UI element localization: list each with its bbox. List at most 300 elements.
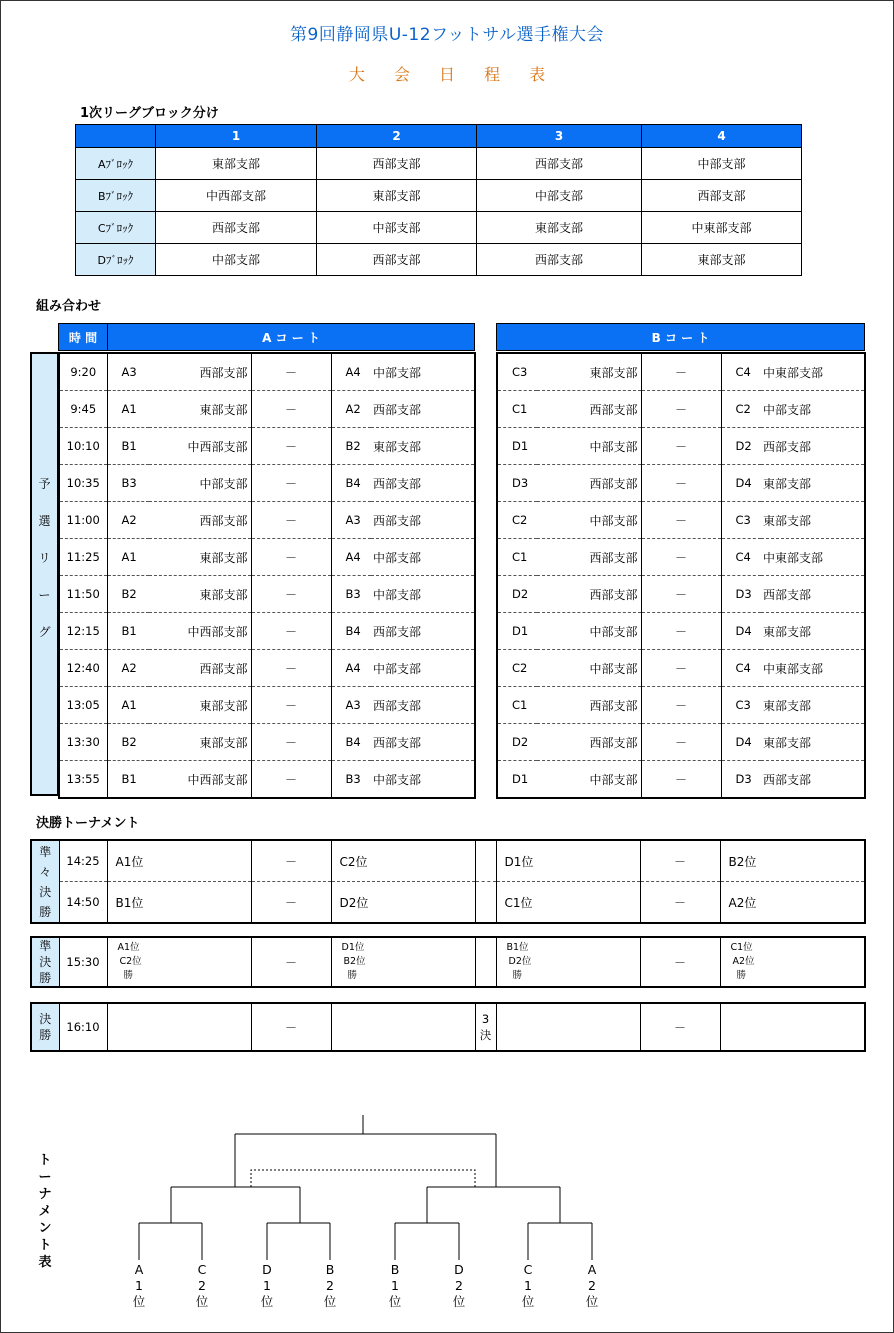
team-name: 中東部支部 [761,353,865,391]
seed-char: 2 [198,1278,206,1293]
match-row [59,502,475,539]
label-char: 決 [479,1028,492,1042]
team-code: C2 [497,502,537,539]
sf-line: A2位 [732,956,755,967]
sf-team [720,937,865,987]
team-code: A4 [331,650,371,687]
match-row [59,391,475,428]
label-char: 勝 [39,971,52,985]
team-code: A1 [107,391,149,428]
vs-dash: － [641,539,721,576]
team-name: 中部支部 [371,576,475,613]
sf-line: A1位 [117,942,140,953]
team-name: 西部支部 [537,539,641,576]
block-cell: 西部支部 [317,244,477,276]
tournament-label-char: ナ [38,1187,52,1202]
team-name: 西部支部 [761,428,865,465]
match-row [59,724,475,761]
team-name: 中東部支部 [761,650,865,687]
bracket-seed [449,1262,469,1310]
team-name: 中部支部 [371,353,475,391]
court-a-table [58,352,476,799]
team-code: C1 [497,687,537,724]
match-time: 9:45 [59,391,107,428]
page-title: 第9回静岡県U-12フットサル選手権大会 [290,25,604,45]
match-heading: 組み合わせ [36,299,102,314]
vs-dash: － [251,465,331,502]
qf-dash: － [640,840,720,882]
third-team [720,1003,865,1051]
team-name: 西部支部 [149,650,251,687]
team-name: 中部支部 [371,650,475,687]
match-row [497,687,865,724]
match-row [59,650,475,687]
match-row [59,353,475,391]
team-code: B3 [345,772,361,786]
tournament-label-char: ン [38,1221,52,1236]
final-time: 16:10 [59,1003,107,1051]
team-name: 中西部支部 [149,428,251,465]
sf-line: 勝 [736,970,747,981]
seed-char: 位 [388,1294,402,1309]
seed-char: 1 [263,1278,271,1293]
match-row [497,539,865,576]
team-name: 西部支部 [761,576,865,613]
sf-line: B2位 [343,956,366,967]
team-name: 西部支部 [537,465,641,502]
block-label: Bﾌﾞﾛｯｸ [76,180,156,212]
tournament-label-char: ー [38,1170,52,1185]
label-char: 準 [39,939,52,953]
vs-dash: － [251,761,331,799]
team-code: A1 [107,539,149,576]
bracket-seed [582,1262,602,1310]
block-label: Dﾌﾞﾛｯｸ [76,244,156,276]
tournament-label-char: ト [38,1238,52,1253]
match-row [497,576,865,613]
seed-char: A [587,1262,597,1277]
qf-dash: － [251,840,331,882]
sf-line: B1位 [506,942,529,953]
seed-char: D [454,1262,464,1277]
vs-dash: － [251,724,331,761]
block-row [76,244,802,276]
team-code: A3 [331,687,371,724]
match-row [497,650,865,687]
bracket-seed [192,1262,212,1310]
team-name: 中部支部 [149,465,251,502]
team-code: B4 [331,465,371,502]
team-code: B1 [107,613,149,650]
tournament-label-char: メ [38,1204,52,1219]
sf-dash: － [640,937,720,987]
block-cell: 東部支部 [156,148,317,180]
seed-char: C [523,1262,533,1277]
tournament-label-char: ト [38,1153,52,1168]
qf-team: B2位 [720,840,865,882]
team-name: 東部支部 [537,353,641,391]
team-name: 中部支部 [537,613,641,650]
block-cell: 東部支部 [477,212,642,244]
team-name: 東部支部 [371,428,475,465]
team-name: 東部支部 [761,502,865,539]
team-name: 西部支部 [763,772,812,787]
tournament-label-char: 表 [38,1255,52,1270]
sf-time: 15:30 [59,937,107,987]
match-time: 12:15 [59,613,107,650]
block-cell: 東部支部 [642,244,802,276]
qf-team: A1位 [107,840,251,882]
team-name: 西部支部 [371,687,475,724]
block-cell: 中部支部 [477,180,642,212]
team-name: 西部支部 [537,576,641,613]
team-code: D4 [721,613,761,650]
seed-char: 1 [524,1278,532,1293]
semi-final-table [30,936,866,988]
team-code: C1 [497,539,537,576]
team-code: B3 [107,465,149,502]
team-code: B2 [107,724,149,761]
match-time: 13:30 [59,724,107,761]
final-dash: － [251,1003,331,1051]
match-row [59,576,475,613]
seed-char: 1 [391,1278,399,1293]
team-code: C1 [497,391,537,428]
sf-line: 勝 [347,970,358,981]
team-code: C4 [721,353,761,391]
qf-dash: － [251,882,331,924]
quarter-final-table [30,839,866,924]
match-time: 10:35 [59,465,107,502]
block-heading: 1次リーグブロック分け [80,106,219,121]
court-a-header: A コ ー ト [108,324,475,351]
third-place-label [475,1003,496,1051]
team-code: A3 [331,502,371,539]
team-code: A4 [331,353,371,391]
semi-final-label [31,937,59,987]
third-team [496,1003,640,1051]
vs-dash: － [251,687,331,724]
bracket-seed [320,1262,340,1310]
sf-line: D1位 [341,942,365,953]
seed-char: 位 [195,1294,209,1309]
team-code: C4 [721,539,761,576]
court-b-header: B コ ー ト [497,324,865,351]
match-row [497,465,865,502]
qf-team: C2位 [331,840,475,882]
team-name: 東部支部 [761,465,865,502]
team-code: B2 [331,428,371,465]
match-row [497,502,865,539]
seed-char: A [134,1262,144,1277]
team-code: C2 [497,650,537,687]
time-header: 時 間 [59,324,108,351]
vs-dash: － [251,428,331,465]
match-row [59,761,475,799]
block-cell: 西部支部 [642,180,802,212]
team-name: 中部支部 [537,650,641,687]
team-code: A2 [331,391,371,428]
team-name: 西部支部 [371,465,475,502]
label-char: 決 [39,884,52,899]
team-code: B2 [107,576,149,613]
vs-dash: － [641,502,721,539]
sf-team [107,937,251,987]
team-code: C3 [721,687,761,724]
court-gap [475,324,497,351]
bracket-seed [257,1262,277,1310]
block-cell: 西部支部 [156,212,317,244]
team-name: 東部支部 [761,724,865,761]
team-name: 西部支部 [371,613,475,650]
team-name: 西部支部 [371,391,475,428]
match-row [497,391,865,428]
block-header-corner [76,125,156,148]
vs-dash: － [251,650,331,687]
match-row [59,613,475,650]
qf-team: B1位 [107,882,251,924]
team-code: A2 [107,502,149,539]
vs-dash: － [641,613,721,650]
team-code: A2 [107,650,149,687]
vs-dash: － [641,353,721,391]
team-name: 中部支部 [761,391,865,428]
team-code: B4 [331,724,371,761]
team-code: C3 [721,502,761,539]
vs-dash: － [251,502,331,539]
label-char: 勝 [39,904,52,919]
block-cell: 中部支部 [642,148,802,180]
label-char: 3 [481,1012,490,1026]
final-team [107,1003,251,1051]
team-name: 東部支部 [149,724,251,761]
team-code: A4 [331,539,371,576]
team-name: 西部支部 [537,391,641,428]
vs-dash: － [251,576,331,613]
team-name: 中東部支部 [761,539,865,576]
block-cell: 中部支部 [156,244,317,276]
team-name: 西部支部 [149,502,251,539]
vs-dash: － [641,650,721,687]
seed-char: B [390,1262,400,1277]
vs-dash: － [641,687,721,724]
seed-char: 2 [455,1278,463,1293]
team-code: D4 [721,724,761,761]
team-name: 東部支部 [149,391,251,428]
sf-line: C2位 [119,956,142,967]
final-heading: 決勝トーナメント [36,816,140,831]
court-b-table [496,352,866,799]
team-name: 東部支部 [149,687,251,724]
team-code: A1 [107,687,149,724]
seed-char: 2 [326,1278,334,1293]
label-char: 準 [39,844,52,859]
vs-dash: － [251,391,331,428]
team-name: 中部支部 [371,539,475,576]
block-table [75,124,802,276]
block-label: Cﾌﾞﾛｯｸ [76,212,156,244]
qf-team: D2位 [331,882,475,924]
bracket-seed [518,1262,538,1310]
match-row [497,761,865,799]
match-time: 10:10 [59,428,107,465]
seed-char: C [197,1262,207,1277]
team-name: 中部支部 [537,761,641,799]
seed-char: B [325,1262,335,1277]
seed-char: 位 [323,1294,337,1309]
qf-time: 14:25 [59,840,107,882]
team-code: D1 [497,428,537,465]
match-time: 11:00 [59,502,107,539]
sf-line: 勝 [512,970,523,981]
bracket-seed [129,1262,149,1310]
final-table [30,1002,866,1052]
team-name: 中部支部 [537,502,641,539]
qualifying-label-char: グ [38,625,51,639]
bracket-lines [0,1110,894,1270]
block-row [76,212,802,244]
team-code: B4 [331,613,371,650]
match-time: 11:50 [59,576,107,613]
vs-dash: － [251,353,331,391]
vs-dash: － [641,576,721,613]
team-name: 西部支部 [149,353,251,391]
sf-line: D2位 [508,956,532,967]
team-code: D2 [497,724,537,761]
match-row [497,428,865,465]
vs-dash: － [251,539,331,576]
team-code: D2 [497,576,537,613]
qualifying-label-char: 予 [38,477,51,491]
team-name: 東部支部 [761,613,865,650]
team-name: 中部支部 [537,428,641,465]
qualifying-league-label [30,352,58,796]
qualifying-label-char: 選 [38,514,51,528]
block-cell: 東部支部 [317,180,477,212]
qualifying-label-char: ー [38,588,51,602]
match-time: 12:40 [59,650,107,687]
team-code: D3 [735,772,752,786]
match-time: 11:25 [59,539,107,576]
team-code: C3 [497,353,537,391]
match-time: 13:55 [59,761,107,799]
seed-char: 位 [132,1294,146,1309]
block-cell: 中西部支部 [156,180,317,212]
team-name: 東部支部 [149,539,251,576]
match-row [497,613,865,650]
label-char: 勝 [39,1028,52,1042]
seed-char: 位 [260,1294,274,1309]
qf-team: A2位 [728,895,757,910]
block-cell: 西部支部 [477,244,642,276]
third-dash: － [640,1003,720,1051]
team-code: D4 [721,465,761,502]
court-header-row [58,323,865,351]
final-team [331,1003,475,1051]
label-char: 決 [39,955,52,969]
seed-char: 1 [135,1278,143,1293]
match-time: 9:20 [59,353,107,391]
seed-char: 位 [452,1294,466,1309]
match-row [59,687,475,724]
team-code: B1 [107,428,149,465]
vs-dash: － [641,724,721,761]
quarter-final-label [31,840,59,923]
page-subtitle: 大 会 日 程 表 [348,65,546,84]
block-col-header: 1 [156,125,317,148]
team-name: 中部支部 [373,772,422,787]
qf-team: D1位 [496,840,640,882]
vs-dash: － [641,391,721,428]
seed-char: D [262,1262,272,1277]
match-time: 13:05 [59,687,107,724]
block-cell: 西部支部 [477,148,642,180]
qf-gap [475,882,496,924]
block-row [76,148,802,180]
team-code: D3 [721,576,761,613]
team-code: B1 [121,772,137,786]
team-code: D1 [497,613,537,650]
sf-line: C1位 [730,942,753,953]
label-char: 々 [39,864,52,879]
qualifying-label-char: リ [38,551,51,565]
team-code: C2 [721,391,761,428]
vs-dash: － [641,465,721,502]
match-row [59,428,475,465]
match-row [59,465,475,502]
block-cell: 西部支部 [317,148,477,180]
team-name: 西部支部 [371,724,475,761]
team-name: 中西部支部 [149,761,251,799]
block-row [76,180,802,212]
vs-dash: － [641,761,721,799]
block-cell: 中部支部 [317,212,477,244]
team-code: D2 [721,428,761,465]
seed-char: 2 [588,1278,596,1293]
match-row [497,353,865,391]
bracket-seed [385,1262,405,1310]
qf-team: C1位 [496,882,640,924]
match-row [497,724,865,761]
final-label [31,1003,59,1051]
sf-gap [475,937,496,987]
vs-dash: － [641,428,721,465]
qf-gap [475,840,496,882]
team-name: 西部支部 [371,502,475,539]
qf-time: 14:50 [59,882,107,924]
match-row [59,539,475,576]
label-char: 決 [39,1012,52,1026]
team-code: A3 [107,353,149,391]
sf-line: 勝 [123,970,134,981]
block-col-header: 2 [317,125,477,148]
seed-char: 位 [521,1294,535,1309]
team-name: 中西部支部 [149,613,251,650]
team-code: C4 [721,650,761,687]
block-col-header: 4 [642,125,802,148]
team-name: 東部支部 [761,687,865,724]
seed-char: 位 [585,1294,599,1309]
team-code: D3 [497,465,537,502]
block-col-header: 3 [477,125,642,148]
team-code: B3 [331,576,371,613]
team-name: 西部支部 [537,687,641,724]
team-code: D1 [512,772,529,786]
sf-team [331,937,475,987]
sf-team [496,937,640,987]
block-label: Aﾌﾞﾛｯｸ [76,148,156,180]
sf-dash: － [251,937,331,987]
